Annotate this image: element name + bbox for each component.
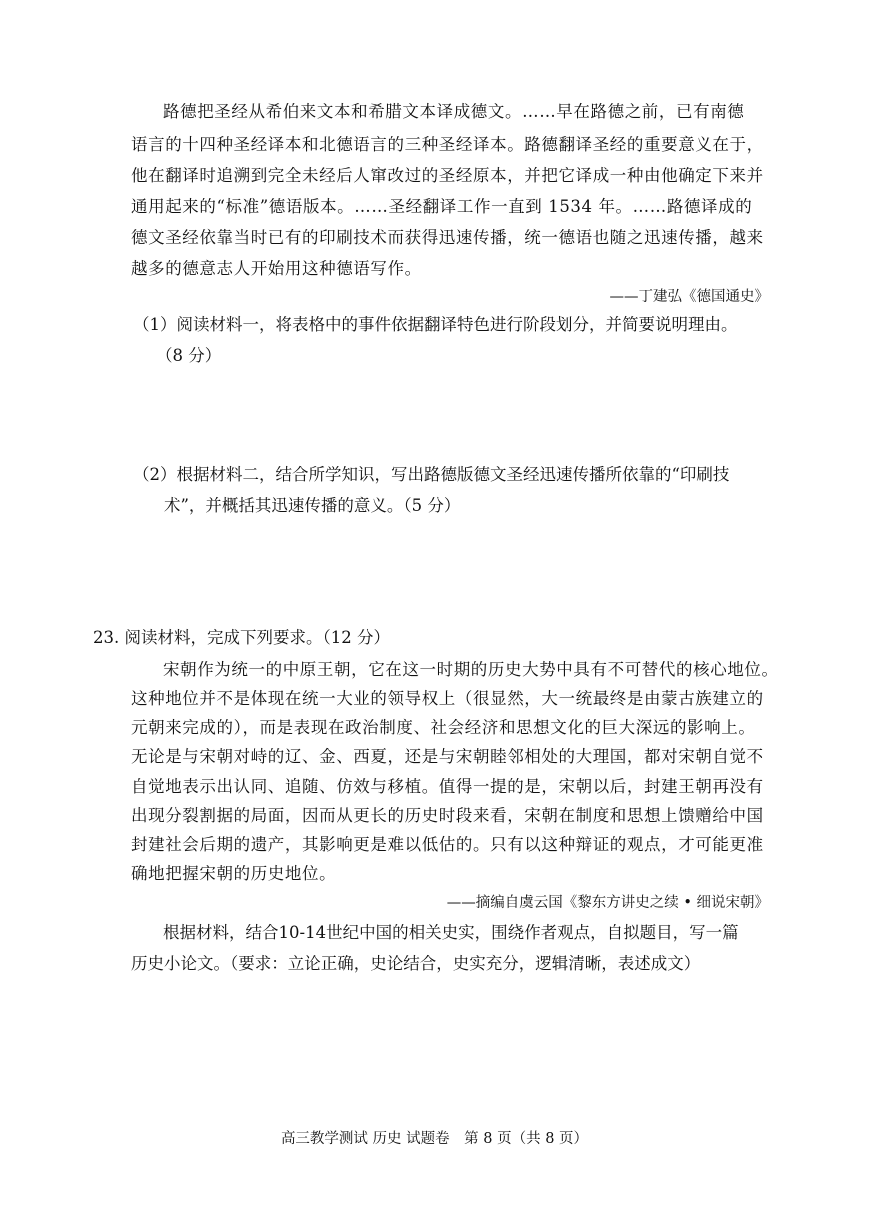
question-text: （1）阅读材料一，将表格中的事件依据翻译特色进行阶段划分，并简要说明理由。 [133, 315, 738, 334]
material-line: 宋朝作为统一的中原王朝，它在这一时期的历史大势中具有不可替代的核心地位。 [163, 660, 779, 679]
task-text: 历史小论文。（要求：立论正确，史论结合，史实充分，逻辑清晰，表述成文） [131, 954, 701, 973]
material-line: 无论是与宋朝对峙的辽、金、西夏，还是与宋朝睦邻相处的大理国，都对宋朝自觉不 [131, 747, 764, 766]
material-source: ——摘编自虞云国《黎东方讲史之续 • 细说宋朝》 [446, 895, 769, 911]
task-text: 根据材料，结合10-14世纪中国的相关史实，围绕作者观点，自拟题目，写一篇 [163, 923, 739, 942]
question-text: 术”，并概括其迅速传播的意义。（5 分） [164, 496, 461, 515]
page-footer: 高三教学测试 历史 试题卷 第 8 页（共 8 页） [280, 1131, 589, 1147]
material-line: 元朝来完成的），而是表现在政治制度、社会经济和思想文化的巨大深远的影响上。 [131, 718, 756, 737]
material-line: 自觉地表示出认同、追随、仿效与移植。值得一提的是，宋朝以后，封建王朝再没有 [131, 777, 764, 796]
material-line: 出现分裂割据的局面，因而从更长的历史时段来看，宋朝在制度和思想上馈赠给中国 [131, 806, 764, 825]
material-line: 封建社会后期的遗产，其影响更是难以低估的。只有以这种辩证的观点，才可能更准 [131, 835, 764, 854]
material-line: 语言的十四种圣经译本和北德语言的三种圣经译本。路德翻译圣经的重要意义在于， [131, 135, 764, 154]
material-line: 通用起来的“标准”德语版本。……圣经翻译工作一直到 1534 年。……路德译成的 [131, 197, 753, 216]
material-source: ——丁建弘《德国通史》 [609, 289, 769, 305]
material-line: 他在翻译时追溯到完全未经后人窜改过的圣经原本，并把它译成一种由他确定下来并 [131, 166, 764, 185]
question-heading: 23. 阅读材料，完成下列要求。（12 分） [93, 628, 390, 647]
material-line: 这种地位并不是体现在统一大业的领导权上（很显然，大一统最终是由蒙古族建立的 [131, 689, 764, 708]
material-line: 路德把圣经从希伯来文本和希腊文本译成德文。……早在路德之前，已有南德 [163, 102, 745, 121]
material-line: 越多的德意志人开始用这种德语写作。 [131, 259, 422, 278]
material-line: 德文圣经依靠当时已有的印刷技术而获得迅速传播，统一德语也随之迅速传播，越来 [131, 228, 764, 247]
material-line: 确地把握宋朝的历史地位。 [131, 864, 337, 883]
question-text: （2）根据材料二，结合所学知识，写出路德版德文圣经迅速传播所依靠的“印刷技 [133, 465, 730, 484]
question-score: （8 分） [156, 346, 222, 365]
